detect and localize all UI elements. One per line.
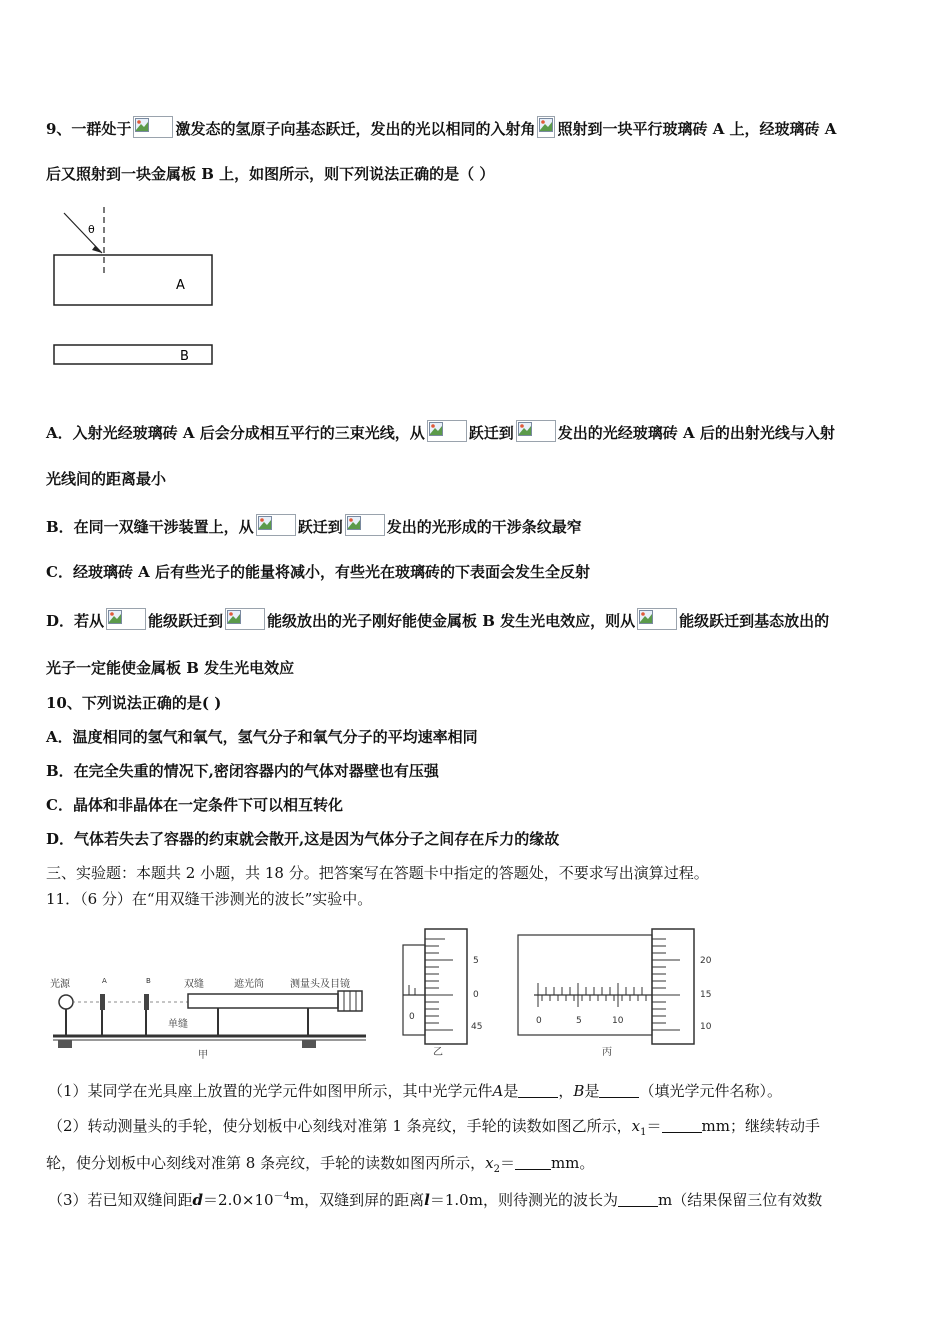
- broken-image-icon: [345, 514, 385, 536]
- tick-label-10: 10: [700, 1022, 712, 1032]
- q9-option-a: A．入射光经玻璃砖 A 后会分成相互平行的三束光线，从 跃迁到 发出的光经玻璃砖 A 后的出射光线与入射: [46, 420, 835, 443]
- answer-blank[interactable]: [518, 1083, 558, 1098]
- q11-part-2: （2）转动测量头的手轮，使分划板中心刻线对准第 1 条亮纹，手轮的读数如图乙所示，$x_1=$ mm；继续转动手: [48, 1117, 820, 1138]
- tick-label-5: 5: [473, 956, 479, 966]
- q11-part-2-cont: 轮，使分划板中心刻线对准第 8 条亮纹，手轮的读数如图丙所示，$x_2=$ mm。: [46, 1154, 595, 1175]
- broken-image-icon: [106, 608, 146, 630]
- bench-foot: [302, 1040, 316, 1048]
- broken-image-icon: [225, 608, 265, 630]
- broken-image-icon: [516, 420, 556, 442]
- element-b: [144, 994, 149, 1010]
- label-a: A: [102, 977, 107, 985]
- broken-image-icon: [133, 116, 173, 138]
- q11-stem: 11．（6 分）在“用双缝干涉测光的波长”实验中。: [46, 890, 373, 908]
- light-source: [59, 995, 73, 1009]
- main-tick-10: 10: [612, 1016, 624, 1026]
- label-bing: 丙: [602, 1047, 612, 1058]
- q11-part-3: （3）若已知双缝间距$d=2.0\times 10^{-4}m$，双缝到屏的距离l＝1.0m，则待测光的波长为 m（结果保留三位有效数: [48, 1191, 823, 1209]
- label-measure-head: 测量头及目镜: [290, 979, 350, 990]
- label-yi: 乙: [433, 1047, 443, 1058]
- label-b: B: [146, 977, 151, 985]
- label-double-slit: 双缝: [184, 979, 204, 990]
- glass-plate-a: [54, 255, 212, 305]
- micrometer-figure-yi: [395, 925, 495, 1060]
- tick-label-20: 20: [700, 956, 712, 966]
- incident-ray: [64, 213, 102, 253]
- tick-label-0: 0: [473, 990, 479, 1000]
- main-tick-5: 5: [576, 1016, 582, 1026]
- q9-option-c: C．经玻璃砖 A 后有些光子的能量将减小，有些光在玻璃砖的下表面会发生全反射: [46, 563, 591, 581]
- broken-image-icon: [537, 116, 555, 138]
- q9-option-d: D．若从 能级跃迁到 能级放出的光子刚好能使金属板 B 发生光电效应，则从 能级跃迁到基态放出的: [46, 608, 829, 631]
- optical-bench-figure: [48, 960, 378, 1060]
- answer-blank[interactable]: [662, 1118, 702, 1133]
- main-tick-0: 0: [536, 1016, 542, 1026]
- q10-option-d: D．气体若失去了容器的约束就会散开,这是因为气体分子之间存在斥力的缘故: [46, 830, 560, 848]
- q9-option-d-cont: 光子一定能使金属板 B 发生光电效应: [46, 659, 295, 677]
- label-tube: 遮光筒: [234, 979, 264, 990]
- micrometer-figure-bing: [512, 925, 722, 1060]
- label-jia: 甲: [198, 1050, 208, 1060]
- broken-image-icon: [427, 420, 467, 442]
- section-3-heading: 三、实验题：本题共 2 小题，共 18 分。把答案写在答题卡中指定的答题处，不要求写出演算过程。: [46, 864, 709, 882]
- q9-line-1: [46, 116, 836, 139]
- q10-option-c: C．晶体和非晶体在一定条件下可以相互转化: [46, 796, 343, 814]
- answer-blank[interactable]: [515, 1155, 551, 1170]
- theta-label: θ: [88, 223, 95, 236]
- q10-option-b: B．在完全失重的情况下,密闭容器内的气体对器壁也有压强: [46, 762, 439, 780]
- label-a: A: [176, 278, 185, 293]
- tick-label-45: 45: [471, 1022, 483, 1032]
- bench-foot: [58, 1040, 72, 1048]
- q9-option-b: B．在同一双缝干涉装置上，从 跃迁到 发出的光形成的干涉条纹最窄: [46, 514, 582, 537]
- label-single-slit: 单缝: [168, 1019, 188, 1030]
- q9-option-a-cont: 光线间的距离最小: [46, 470, 167, 488]
- label-light-source: 光源: [50, 979, 70, 990]
- q9-line-2: 后又照射到一块金属板 B 上，如图所示，则下列说法正确的是（ ）: [46, 165, 495, 183]
- q10-stem: 10、下列说法正确的是( ): [46, 694, 222, 712]
- tick-label-15: 15: [700, 990, 712, 1000]
- label-b: B: [180, 349, 189, 364]
- broken-image-icon: [637, 608, 677, 630]
- q11-part-1: （1）某同学在光具座上放置的光学元件如图甲所示，其中光学元件A是 ，B是 （填光学元件名称）。: [48, 1082, 782, 1100]
- q9-text: 激发态的氢原子向基态跃迁，发出的光以相同的入射角: [175, 120, 536, 138]
- main-scale-zero: 0: [409, 1012, 415, 1022]
- answer-blank[interactable]: [618, 1192, 658, 1207]
- answer-blank[interactable]: [599, 1083, 639, 1098]
- element-a: [100, 994, 105, 1010]
- q9-text: 照射到一块平行玻璃砖 A 上，经玻璃砖 A: [557, 120, 837, 138]
- tube: [188, 994, 338, 1008]
- broken-image-icon: [256, 514, 296, 536]
- q9-text: 9、一群处于: [46, 120, 132, 138]
- q10-option-a: A．温度相同的氢气和氧气，氢气分子和氧气分子的平均速率相同: [46, 728, 478, 746]
- glass-plate-figure: [50, 205, 220, 370]
